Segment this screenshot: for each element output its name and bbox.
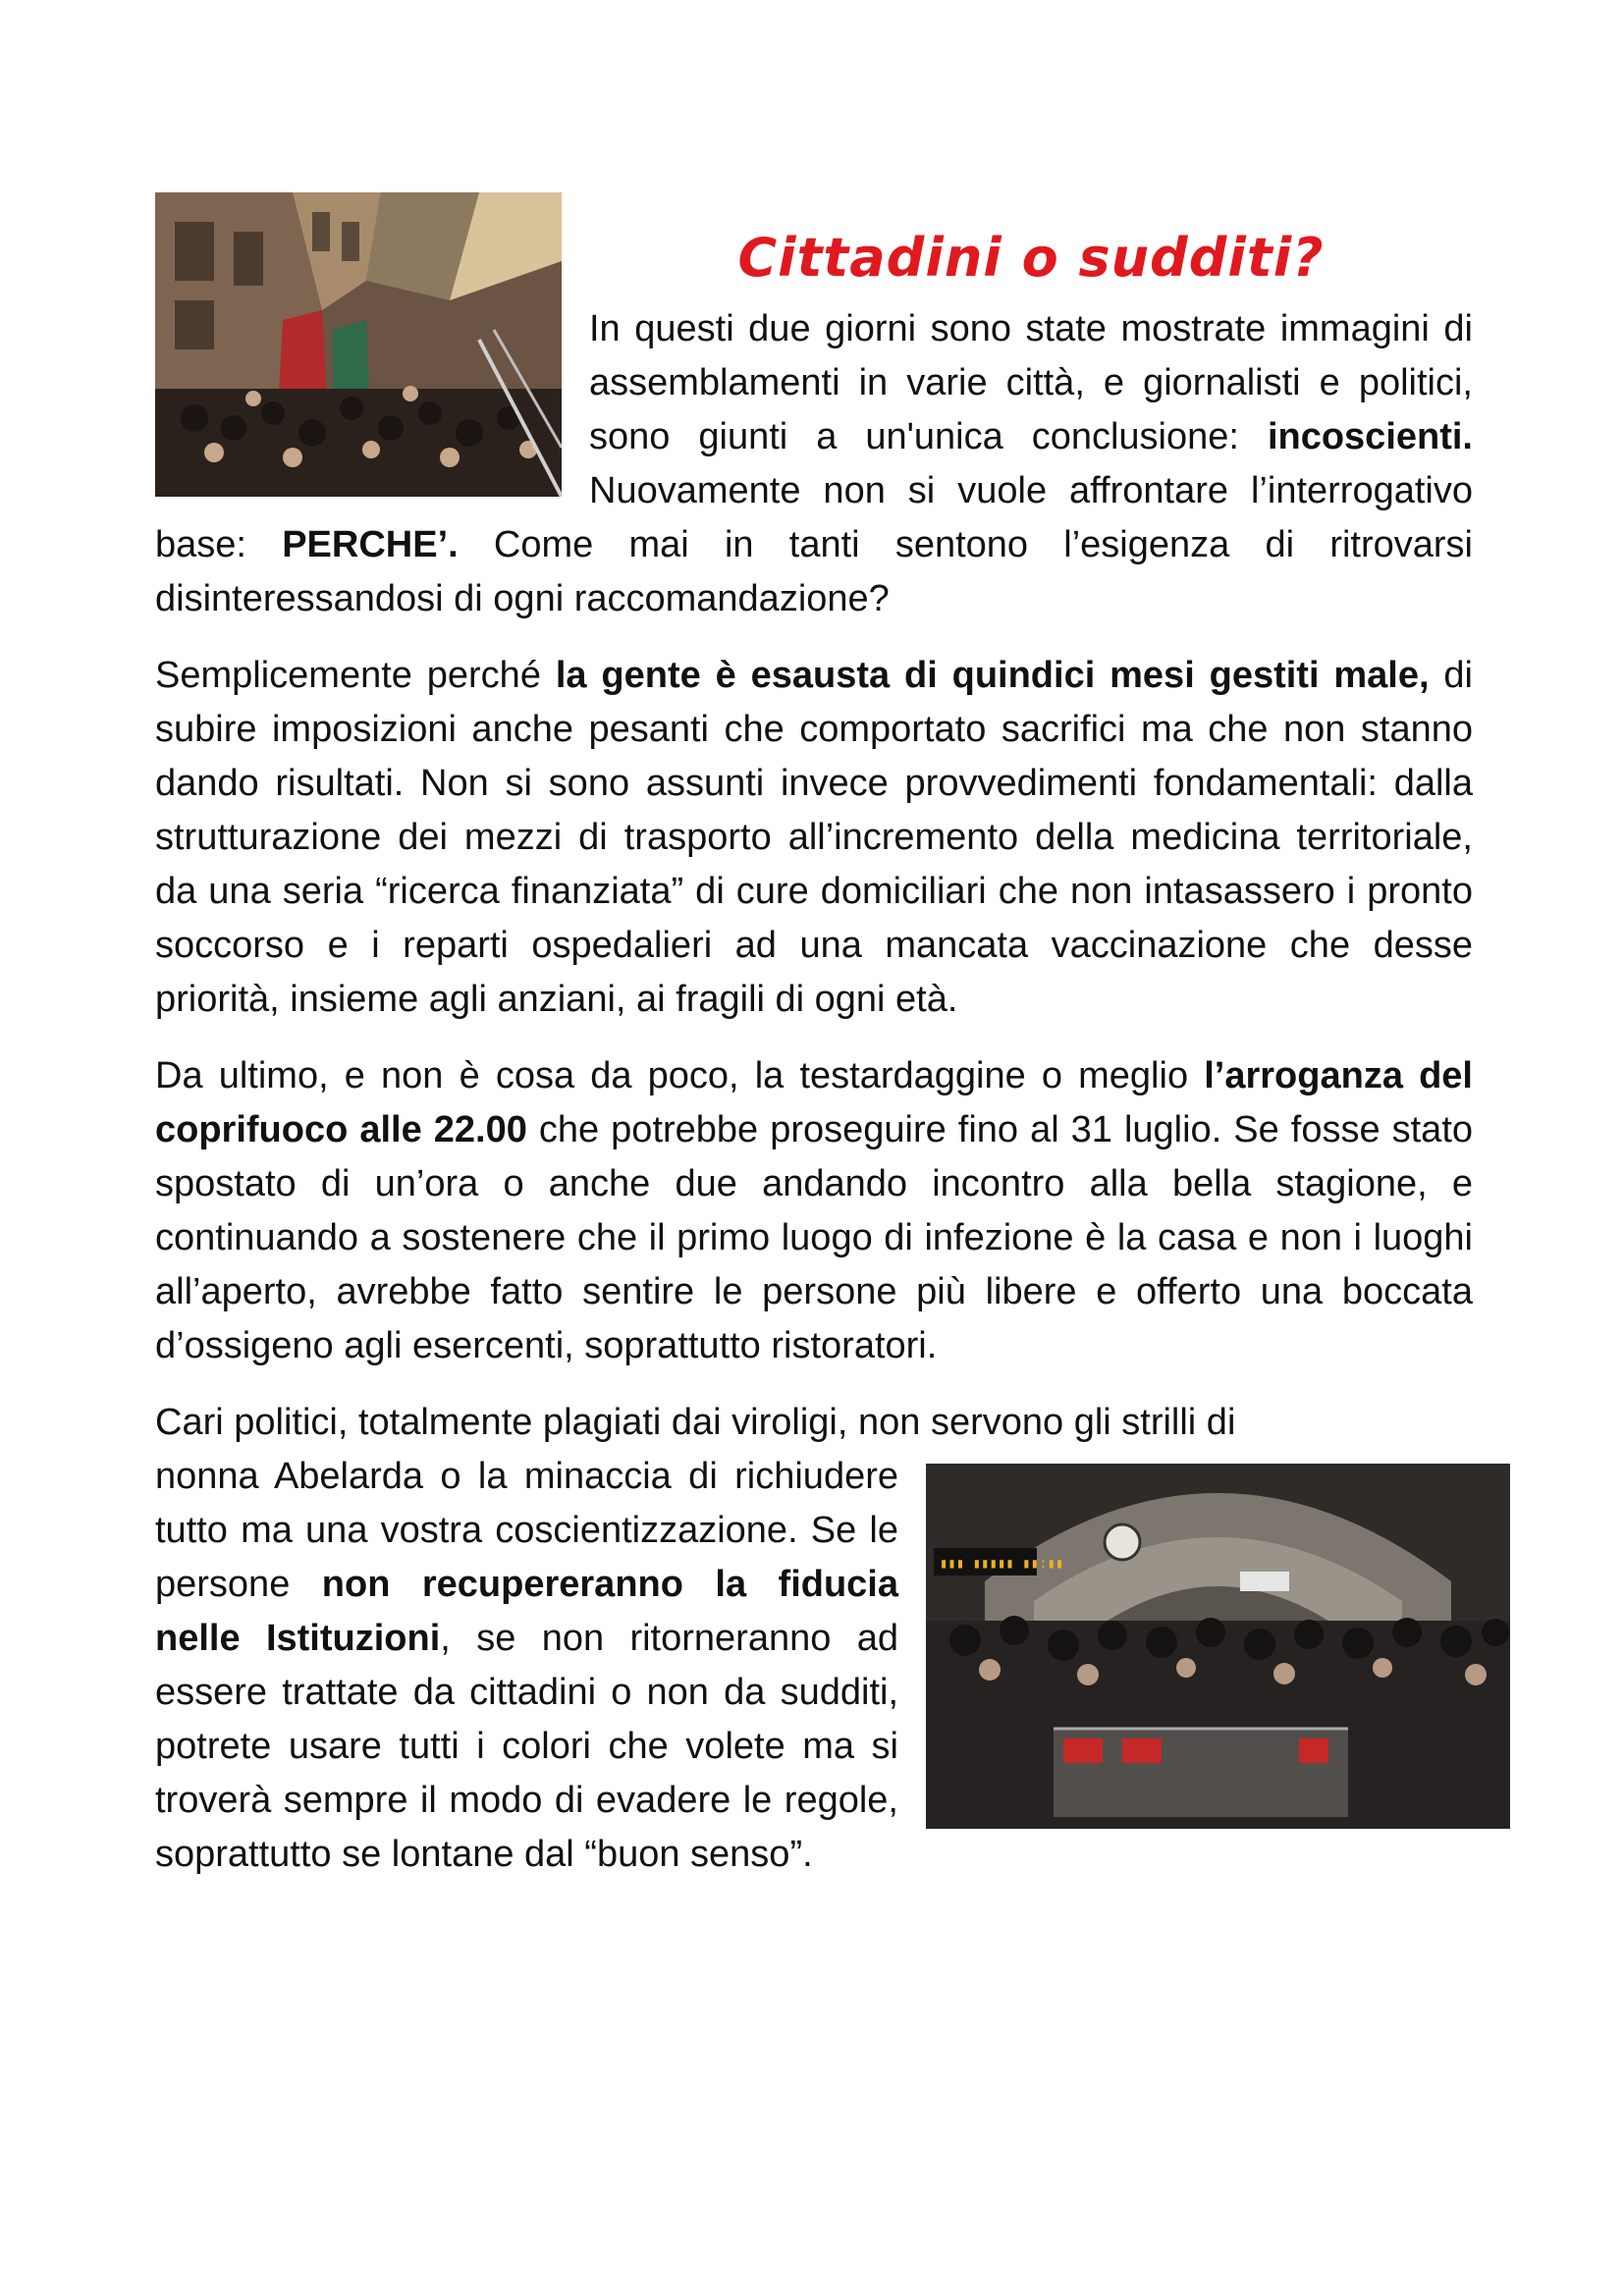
bold-text-run: non recupereranno la fiducia nelle Istituzioni bbox=[155, 1564, 898, 1659]
departure-board-text: ▮▮▮ ▮▮▮▮▮ ▮▮:▮▮ bbox=[940, 1556, 1064, 1572]
text-run: di subire imposizioni anche pesanti che comportato sacrifici ma che non stanno dando risultati. Non si sono assunti invece provvedimenti fondamentali: dalla strutturazione dei mezzi di trasporto all’incremento della medicina territoriale, da una seria “ricerca finanziata” di cure domiciliari che non intasassero i pronto soccorso e i reparti ospedalieri ad una mancata vaccinazione che desse priorità, insieme agli anziani, ai fragili di ogni età. bbox=[155, 655, 1474, 1020]
bold-text-run: l’arroganza del coprifuoco alle 22.00 bbox=[155, 1055, 1473, 1150]
text-run: Semplicemente perché bbox=[155, 655, 556, 696]
text-run: che potrebbe proseguire fino al 31 luglio. Se fosse stato spostato di un’ora o anche due andando incontro alla bella stagione, e continuando a sostenere che il primo luogo di infezione è la casa e non i luoghi all’aperto, avrebbe fatto sentire le persone più libere e offerto una boccata d’ossigeno agli esercenti, soprattutto ristoratori. bbox=[155, 1109, 1474, 1366]
article bbox=[155, 192, 1473, 1904]
bold-text-run: incoscienti. bbox=[1267, 416, 1473, 457]
text-run: Come mai in tanti sentono l’esigenza di ritrovarsi disinteressandosi di ogni raccomandazione? bbox=[155, 524, 1473, 619]
bold-text-run: PERCHE’. bbox=[282, 524, 459, 565]
text-run: nonna Abelarda o la minaccia di richiudere tutto ma una vostra coscientizzazione. Se le persone bbox=[155, 1456, 898, 1605]
text-run: Da ultimo, e non è cosa da poco, la testardaggine o meglio bbox=[155, 1055, 1205, 1096]
text-run: In questi due giorni sono state mostrate immagini di assemblamenti in varie città, e giornalisti e politici, sono giunti a un'unica conclusione: bbox=[589, 308, 1473, 457]
crowd-photo bbox=[155, 192, 562, 497]
text-run: Nuovamente non si vuole affrontare l’interrogativo base: bbox=[155, 470, 1473, 565]
paragraph-2 bbox=[155, 649, 1473, 1027]
text-run: Cari politici, totalmente plagiati dai viroligi, non servono gli strilli di bbox=[155, 1402, 1236, 1443]
paragraph-3 bbox=[155, 1049, 1473, 1373]
article-title: Cittadini o sudditi? bbox=[737, 227, 1325, 289]
paragraph-4-lead bbox=[155, 1396, 1473, 1450]
metro-photo bbox=[926, 1464, 1510, 1829]
text-run: , se non ritorneranno ad essere trattate da cittadini o non da sudditi, potrete usare tutti i colori che volete ma si troverà sempre il modo di evadere le regole, soprattutto se lontane dal “buon senso”. bbox=[155, 1618, 898, 1875]
bold-text-run: la gente è esausta di quindici mesi gestiti male, bbox=[555, 655, 1430, 696]
